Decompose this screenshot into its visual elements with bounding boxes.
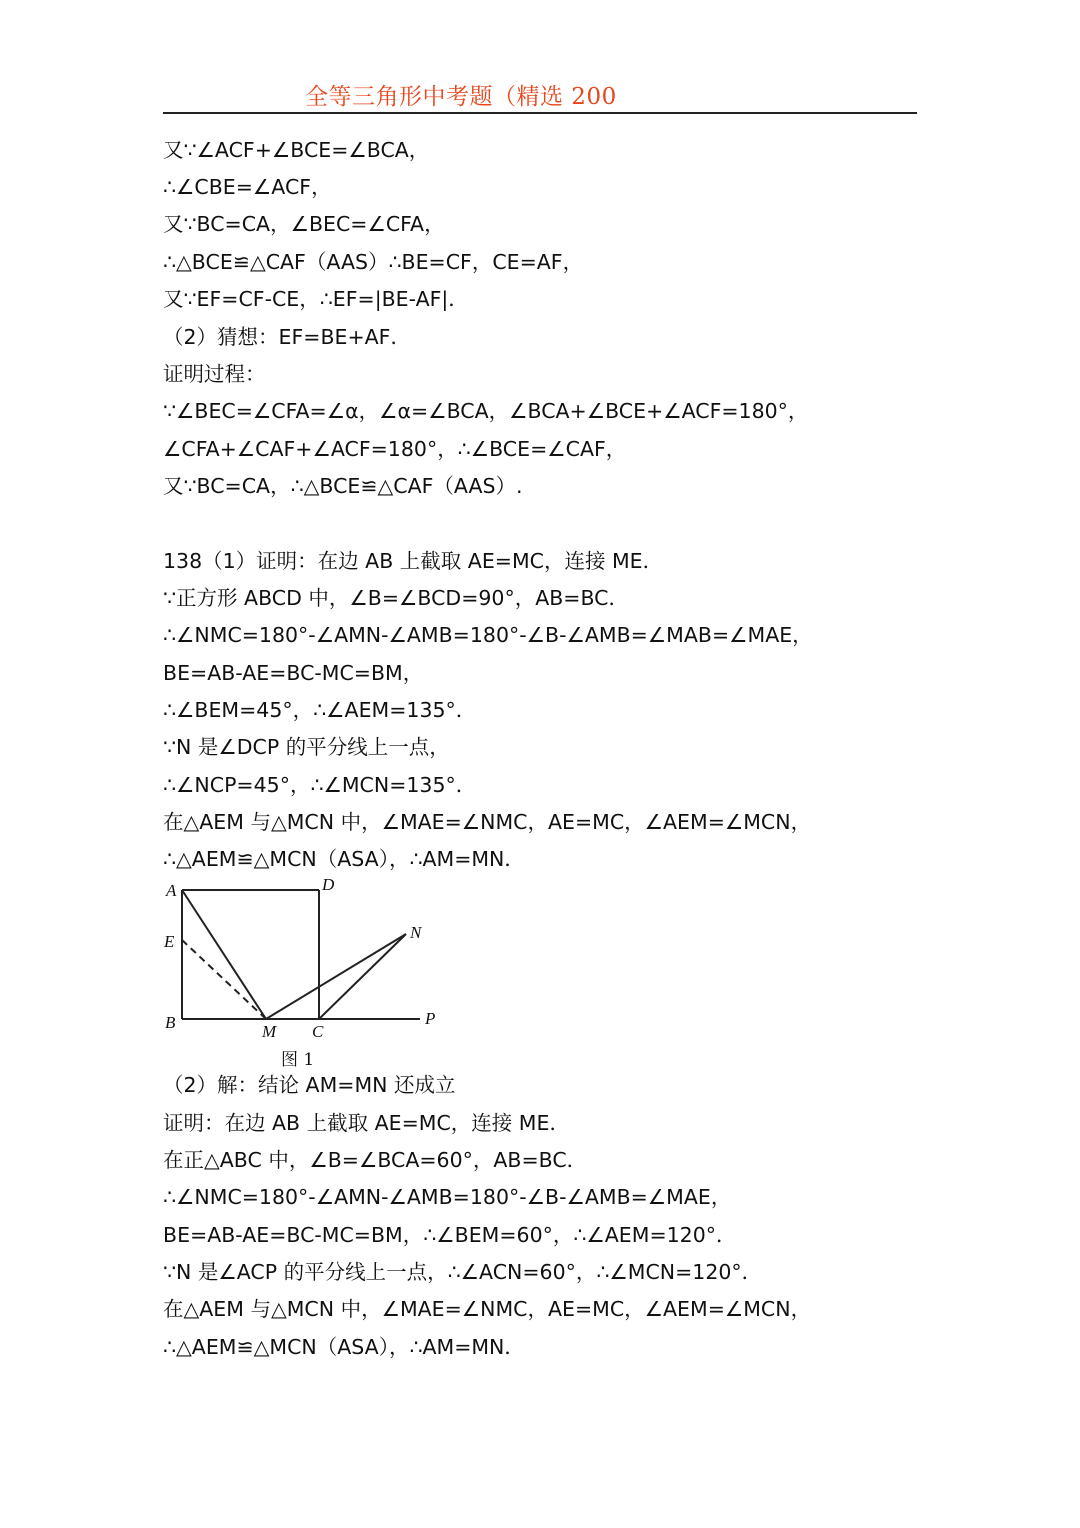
text-line: 在△AEM 与△MCN 中，∠MAE=∠NMC，AE=MC，∠AEM=∠MCN， xyxy=(163,810,812,834)
text-line: ∴△AEM≌△MCN（ASA），∴AM=MN． xyxy=(163,847,525,871)
text-line: 又∵BC=CA，∴△BCE≌△CAF（AAS）. xyxy=(163,474,523,498)
point-label-b: B xyxy=(165,1013,176,1032)
text-line: 又∵EF=CF-CE，∴EF=|BE-AF|． xyxy=(163,287,469,311)
figure-caption: 图 1 xyxy=(281,1050,315,1070)
text-line: 证明：在边 AB 上截取 AE=MC，连接 ME． xyxy=(163,1111,570,1135)
segment-mn xyxy=(266,934,406,1019)
point-label-a: A xyxy=(166,881,177,900)
point-label-c: C xyxy=(312,1022,324,1041)
geometry-figure-1 xyxy=(158,874,448,1070)
text-line: ∵∠BEC=∠CFA=∠α，∠α=∠BCA，∠BCA+∠BCE+∠ACF=180°， xyxy=(163,399,809,423)
geometry-diagram xyxy=(158,874,448,1070)
text-line: ∴∠NMC=180°-∠AMN-∠AMB=180°-∠B-∠AMB=∠MAE， xyxy=(163,1185,732,1209)
text-line: ∴∠BEM=45°，∴∠AEM=135°． xyxy=(163,698,477,722)
point-label-m: M xyxy=(262,1022,277,1041)
text-line: ∴∠NCP=45°，∴∠MCN=135°． xyxy=(163,773,477,797)
text-line: BE=AB-AE=BC-MC=BM，∴∠BEM=60°，∴∠AEM=120°． xyxy=(163,1223,737,1247)
text-line: 138（1）证明：在边 AB 上截取 AE=MC，连接 ME． xyxy=(163,549,664,573)
text-line: （2）解：结论 AM=MN 还成立 xyxy=(163,1073,456,1097)
segment-cn xyxy=(319,934,406,1019)
point-label-n: N xyxy=(410,923,422,942)
header-title: 全等三角形中考题（精选 200 xyxy=(305,84,617,110)
segment-em xyxy=(182,940,266,1019)
text-line: 又∵BC=CA，∠BEC=∠CFA， xyxy=(163,212,445,236)
text-line: BE=AB-AE=BC-MC=BM， xyxy=(163,661,424,685)
text-line: ∴△AEM≌△MCN（ASA），∴AM=MN． xyxy=(163,1335,525,1359)
text-line: ∴∠CBE=∠ACF， xyxy=(163,175,332,199)
text-line: 证明过程： xyxy=(163,362,266,386)
text-line: 又∵∠ACF+∠BCE=∠BCA， xyxy=(163,138,430,162)
point-label-d: D xyxy=(322,875,335,894)
text-line: ∵正方形 ABCD 中，∠B=∠BCD=90°，AB=BC． xyxy=(163,586,629,610)
text-line: 在正△ABC 中，∠B=∠BCA=60°，AB=BC． xyxy=(163,1148,588,1172)
text-line: ∠CFA+∠CAF+∠ACF=180°，∴∠BCE=∠CAF， xyxy=(163,437,627,461)
text-line: （2）猜想：EF=BE+AF． xyxy=(163,325,411,349)
text-line: ∴△BCE≌△CAF（AAS）∴BE=CF，CE=AF， xyxy=(163,250,584,274)
text-line: ∵N 是∠DCP 的平分线上一点， xyxy=(163,735,450,759)
text-line: 在△AEM 与△MCN 中，∠MAE=∠NMC，AE=MC，∠AEM=∠MCN， xyxy=(163,1297,812,1321)
text-line: ∴∠NMC=180°-∠AMN-∠AMB=180°-∠B-∠AMB=∠MAB=∠MAE， xyxy=(163,623,813,647)
point-label-e: E xyxy=(164,932,175,951)
segment-am xyxy=(182,890,266,1019)
point-label-p: P xyxy=(425,1009,436,1028)
text-line: ∵N 是∠ACP 的平分线上一点，∴∠ACN=60°，∴∠MCN=120°． xyxy=(163,1260,763,1284)
header-divider xyxy=(163,112,917,114)
